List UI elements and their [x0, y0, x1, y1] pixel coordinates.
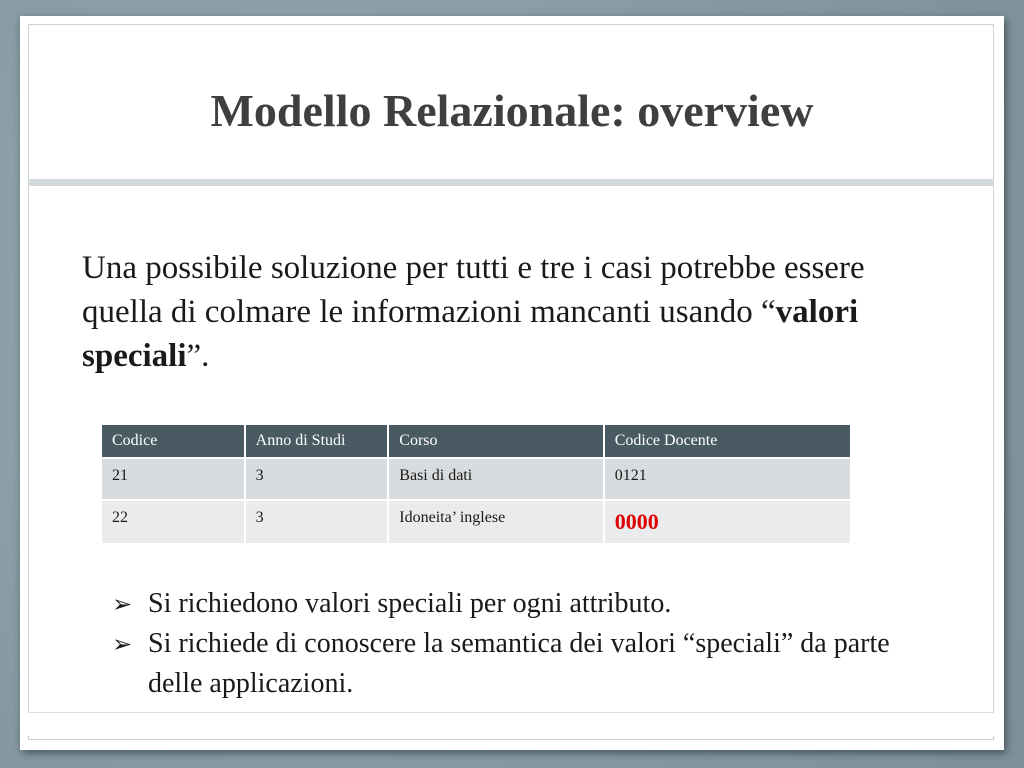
- special-value: 0000: [614, 509, 659, 534]
- intro-text: Una possibile soluzione per tutti e tre i casi potrebbe essere quella di colmare le informazioni mancanti usando “: [82, 250, 865, 330]
- list-item: [112, 624, 892, 704]
- header-codice: Codice: [101, 424, 245, 458]
- intro-bold-term: valori speciali: [82, 294, 859, 374]
- header-anno-di-studi: Anno di Studi: [245, 424, 389, 458]
- table-cell: 21: [101, 458, 245, 500]
- table-cell: 22: [101, 500, 245, 544]
- list-item: [112, 584, 892, 624]
- intro-paragraph: [82, 246, 942, 378]
- table-row: [101, 458, 851, 500]
- table-header-row: [101, 424, 851, 458]
- table-row: [101, 500, 851, 544]
- table-cell: 3: [245, 500, 389, 544]
- slide: [20, 16, 1004, 750]
- slide-title: Modello Relazionale: overview: [210, 85, 814, 136]
- bullet-list: [112, 584, 892, 704]
- table-cell: Basi di dati: [388, 458, 603, 500]
- table-cell: 3: [245, 458, 389, 500]
- table-cell: Idoneita’ inglese: [388, 500, 603, 544]
- bullet-text: Si richiedono valori speciali per ogni attributo.: [148, 588, 672, 619]
- header-corso: Corso: [388, 424, 603, 458]
- title-divider: [28, 179, 994, 186]
- intro-text-end: ”.: [186, 338, 210, 374]
- header-codice-docente: Codice Docente: [604, 424, 851, 458]
- special-value-cell: [604, 500, 851, 544]
- bullet-text: Si richiede di conoscere la semantica dei valori “speciali” da parte delle applicazioni.: [148, 628, 890, 699]
- arrowhead-bullet-icon: ➢: [112, 590, 133, 618]
- data-table: [100, 423, 852, 545]
- footer-band: [28, 712, 994, 736]
- table-cell: 0121: [604, 458, 851, 500]
- arrowhead-bullet-icon: ➢: [112, 630, 133, 658]
